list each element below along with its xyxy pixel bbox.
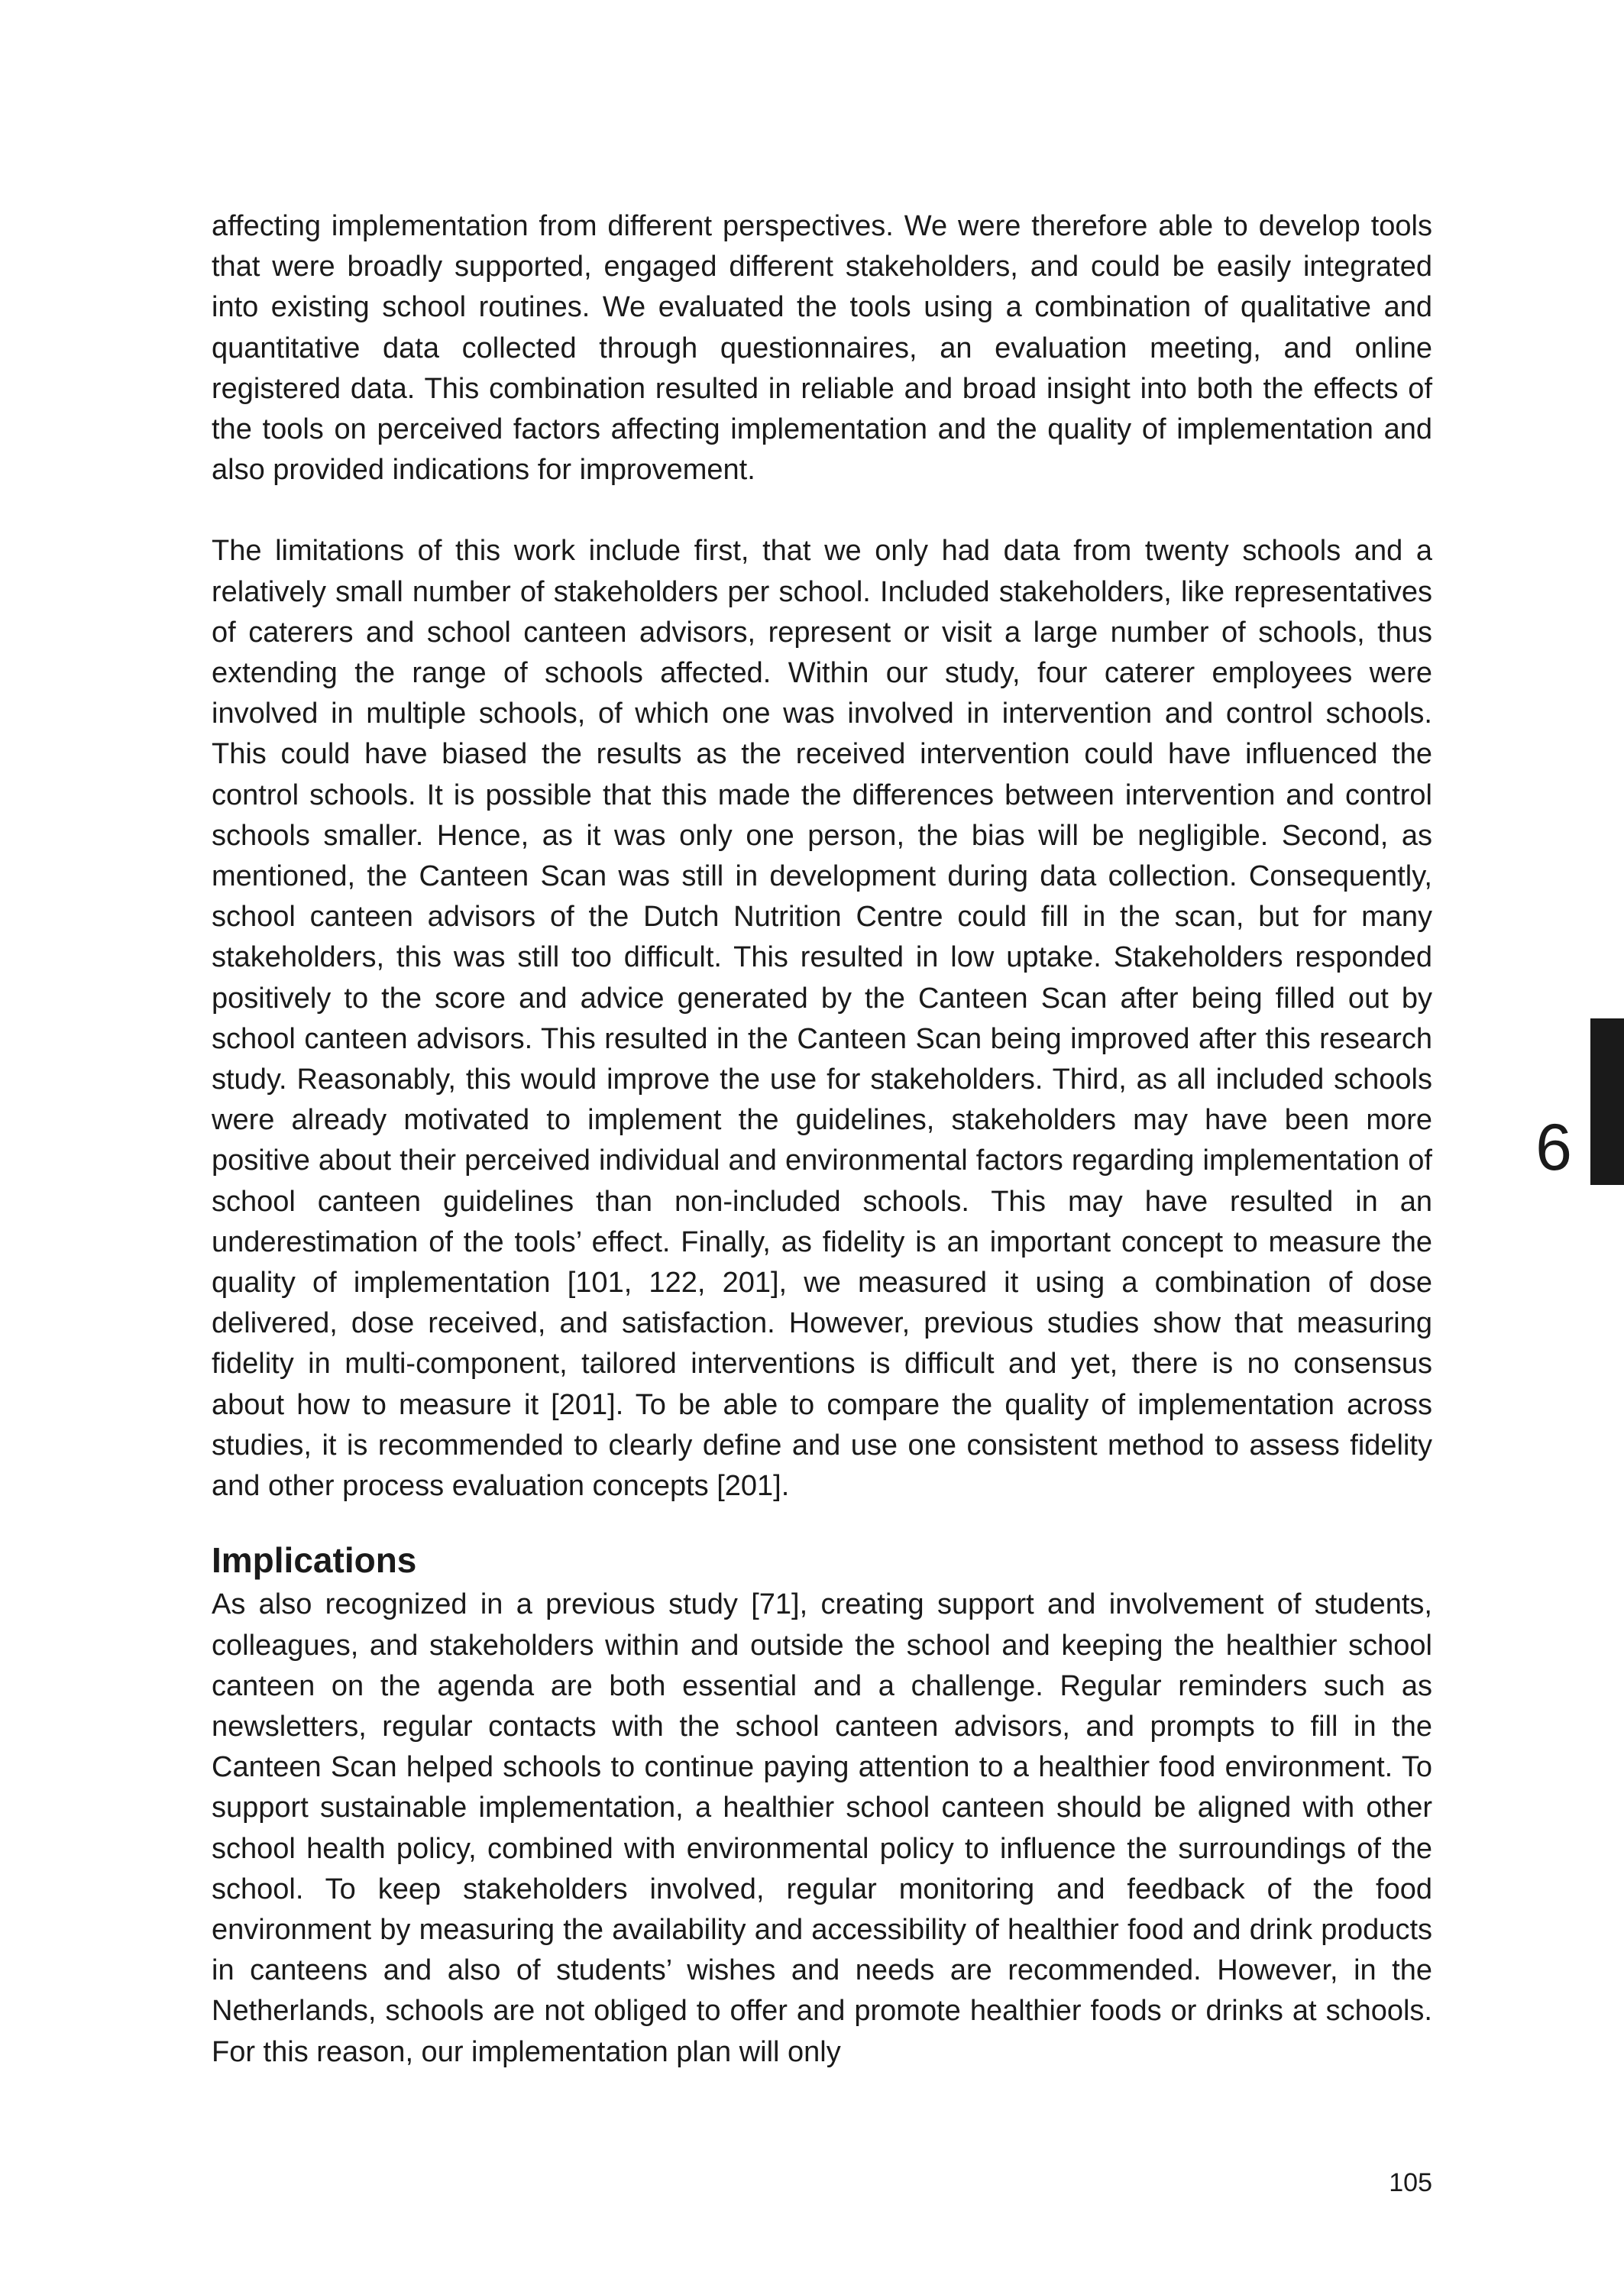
implications-heading: Implications [212, 1540, 417, 1581]
page-number: 105 [1389, 2168, 1432, 2197]
chapter-number: 6 [1535, 1111, 1572, 1184]
limitations-paragraph: The limitations of this work include first, that we only had data from twenty schools and a relatively small number of stakeholders per school. Included stakeholders, like representatives of caterers and school canteen advisors, represent or visit a large number of schools, thus extending the range of schools affected. Within our study, four caterer employees were involved in multiple schools, of which one was involved in intervention and control schools. This could have biased the results as the received intervention could have influenced the control schools. It is possible that this made the differences between intervention and control schools smaller. Hence, as it was only one person, the bias will be negligible. Second, as mentioned, the Canteen Scan was still in development during data collection. Consequently, school canteen advisors of the Dutch Nutrition Centre could fill in the scan, but for many stakeholders, this was still too difficult. This resulted in low uptake. Stakeholders responded positively to the score and advice generated by the Canteen Scan after being filled out by school canteen advisors. This resulted in the Canteen Scan being improved after this research study. Reasonably, this would improve the use for stakeholders. Third, as all included schools were already motivated to implement the guidelines, stakeholders may have been more positive about their perceived individual and environmental factors regarding implementation of school canteen guidelines than non-included schools. This may have resulted in an underestimation of the tools’ effect. Finally, as fidelity is an important concept to measure the quality of implementation [101, 122, 201], we measured it using a combination of dose delivered, dose received, and satisfaction. However, previous studies show that measuring fidelity in multi-component, tailored interventions is difficult and yet, there is no consensus about how to measure it [201]. To be able to compare the quality of implementation across studies, it is recommended to clearly define and use one consistent method to assess fidelity and other process evaluation concepts [201]. [212, 535, 1432, 1503]
body-paragraph-1: affecting implementation from different perspectives. We were therefore able to develop tools that were broadly supported, engaged different stakeholders, and could be easily integrated into existing school routines. We evaluated the tools using a combination of qualitative and quantitative data collected through questionnaires, an evaluation meeting, and online registered data. This combination resulted in reliable and broad insight into both the effects of the tools on perceived factors affecting implementation and the quality of implementation and also provided indications for improvement. [212, 210, 1432, 487]
chapter-tab-bar [1590, 1018, 1624, 1185]
implications-paragraph: As also recognized in a previous study [71], creating support and involvement of students, colleagues, and stakeholders within and outside the school and keeping the healthier school canteen on the agenda are both essential and a challenge. Regular reminders such as newsletters, regular contacts with the school canteen advisors, and prompts to fill in the Canteen Scan helped schools to continue paying attention to a healthier food environment. To support sustainable implementation, a healthier school canteen should be aligned with other school health policy, combined with environmental policy to influence the surroundings of the school. To keep stakeholders involved, regular monitoring and feedback of the food environment by measuring the availability and accessibility of healthier food and drink products in canteens and also of students’ wishes and needs are recommended. However, in the Netherlands, schools are not obliged to offer and promote healthier foods or drinks at schools. For this reason, our implementation plan will only [212, 1588, 1432, 2068]
page-body [212, 206, 1432, 2073]
